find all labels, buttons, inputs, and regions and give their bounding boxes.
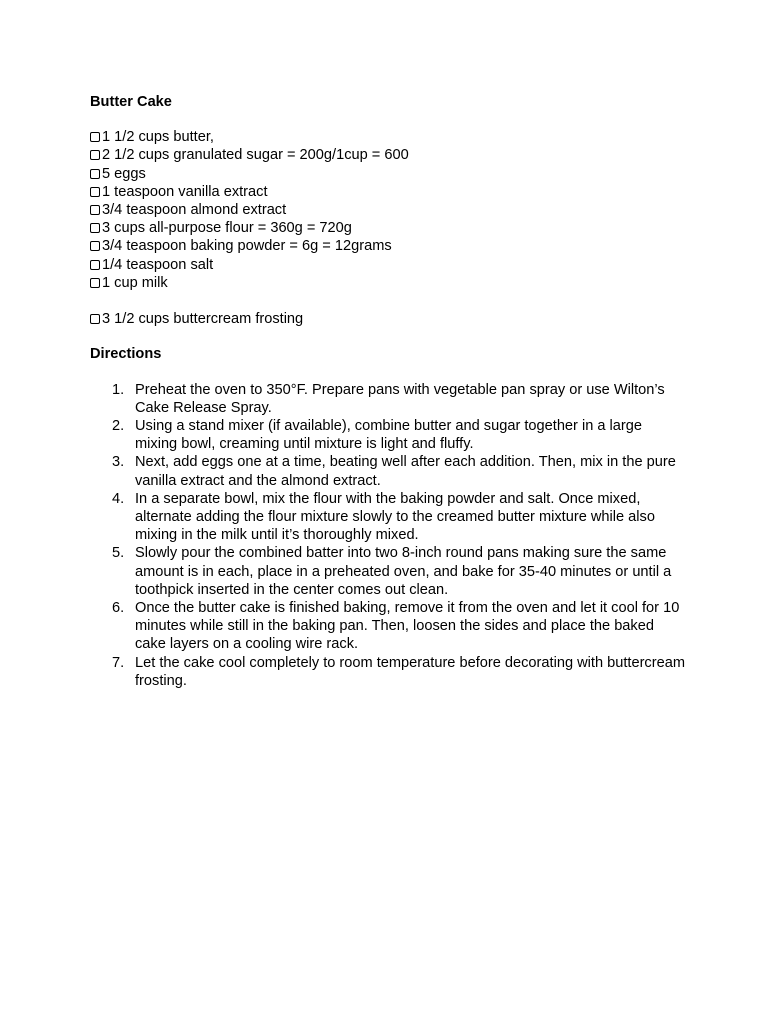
direction-step: 6. Once the butter cake is finished baking, remove it from the oven and let it cool for 10 minutes while still in the baking pan. Then, loosen the sides and place the baked cake layers on a cooling wire rack. [112, 600, 680, 653]
ingredient-item: 2 1/2 cups granulated sugar = 200g/1cup = 600 [90, 146, 690, 164]
ingredient-item: 1 1/2 cups butter, [90, 128, 690, 146]
spacer [90, 292, 690, 310]
ingredient-item: 5 eggs [90, 165, 690, 183]
direction-step: 7. Let the cake cool completely to room temperature before decorating with buttercream frosting. [112, 654, 685, 689]
ingredient-item: 3/4 teaspoon baking powder = 6g = 12grams [90, 237, 690, 255]
checkbox-icon[interactable] [90, 278, 100, 288]
checkbox-icon[interactable] [90, 132, 100, 142]
directions-heading: Directions [90, 346, 162, 363]
direction-step: 4. In a separate bowl, mix the flour with the baking powder and salt. Once mixed, alternate adding the flour mixture slowly to the creamed butter mixture while also mixing in the milk until it’s thoroughly mixed. [112, 490, 655, 544]
checkbox-icon[interactable] [90, 223, 100, 233]
checkbox-icon[interactable] [90, 260, 100, 270]
ingredient-item: 3 cups all-purpose flour = 360g = 720g [90, 219, 690, 237]
ingredient-item: 1 teaspoon vanilla extract [90, 183, 690, 201]
direction-step: 2. Using a stand mixer (if available), combine butter and sugar together in a large mixing bowl, creaming until mixture is light and fluffy. [112, 418, 642, 453]
ingredient-list [90, 128, 690, 292]
checkbox-icon[interactable] [90, 169, 100, 179]
ingredient-item: 1/4 teaspoon salt [90, 256, 690, 274]
ingredient-item: 1 cup milk [90, 274, 690, 292]
document-page [90, 93, 690, 690]
checkbox-icon[interactable] [90, 187, 100, 197]
checkbox-icon[interactable] [90, 241, 100, 251]
checkbox-icon[interactable] [90, 205, 100, 215]
ingredient-item: 3/4 teaspoon almond extract [90, 201, 690, 219]
direction-step: 1. Preheat the oven to 350°F. Prepare pans with vegetable pan spray or use Wilton’s Cake Release Spray. [112, 381, 665, 416]
directions-list [90, 381, 690, 690]
direction-step: 5. Slowly pour the combined batter into two 8-inch round pans making sure the same amount is in each, place in a preheated oven, and bake for 35-40 minutes or until a toothpick inserted in the center comes out clean. [112, 545, 672, 598]
checkbox-icon[interactable] [90, 314, 100, 324]
frosting-ingredient: 3 1/2 cups buttercream frosting [90, 310, 690, 328]
recipe-title: Butter Cake [90, 94, 172, 110]
checkbox-icon[interactable] [90, 150, 100, 160]
direction-step: 3. Next, add eggs one at a time, beating well after each addition. Then, mix in the pure vanilla extract and the almond extract. [112, 454, 676, 489]
